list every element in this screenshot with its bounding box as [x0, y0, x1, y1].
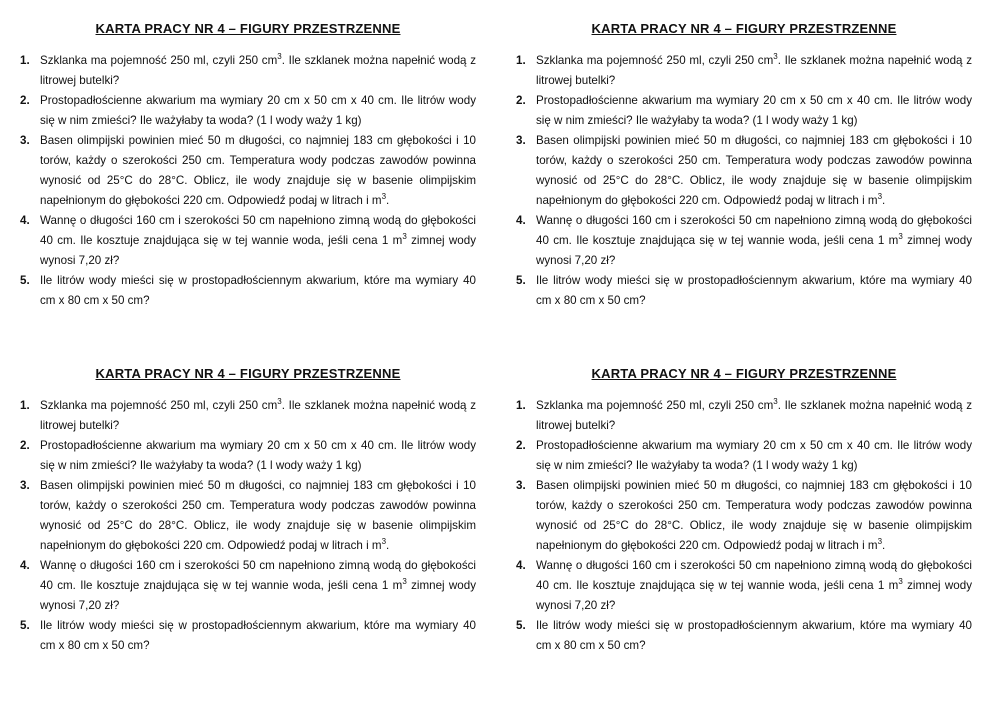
worksheet-top-left — [20, 20, 476, 311]
superscript: 3 — [277, 397, 282, 406]
task-text: Ile litrów wody mieści się w prostopadłościennym akwarium, które ma wymiary 40 cm x 80 cm x 50 cm? — [40, 274, 476, 307]
task-item — [20, 436, 476, 476]
task-item — [20, 91, 476, 131]
task-text: Ile litrów wody mieści się w prostopadłościennym akwarium, które ma wymiary 40 cm x 80 cm x 50 cm? — [536, 274, 972, 307]
task-number: 5. — [516, 619, 526, 632]
task-item — [516, 436, 972, 476]
task-number: 5. — [516, 274, 526, 287]
task-list — [516, 396, 972, 656]
task-number: 5. — [20, 274, 30, 287]
task-item — [516, 131, 972, 211]
task-number: 1. — [20, 399, 30, 412]
task-number: 3. — [516, 479, 526, 492]
task-number: 1. — [516, 54, 526, 67]
task-number: 4. — [516, 559, 526, 572]
superscript: 3 — [381, 537, 387, 546]
task-text: Szklanka ma pojemność 250 ml, czyli 250 $cm^3$. Ile szklanek można napełnić wodą z litrowej butelki? — [536, 52, 972, 87]
task-number: 3. — [516, 134, 526, 147]
task-text: Basen olimpijski powinien mieć 50 m długości, co najmniej 183 cm głębokości i 10 torów, każdy o szerokości 250 cm. Temperatura wody podczas zawodów powinna wynosić od 25°C do 28°C. Oblicz, ile wody znajduje się w basenie olimpijskim napełnionym do głębokości 220 cm. Odpowiedź podaj w litrach i $m^3$. — [536, 479, 972, 552]
task-text: Basen olimpijski powinien mieć 50 m długości, co najmniej 183 cm głębokości i 10 torów, każdy o szerokości 250 cm. Temperatura wody podczas zawodów powinna wynosić od 25°C do 28°C. Oblicz, ile wody znajduje się w basenie olimpijskim napełnionym do głębokości 220 cm. Odpowiedź podaj w litrach i $m^3$. — [40, 479, 476, 552]
task-item — [516, 556, 972, 616]
task-item — [516, 476, 972, 556]
task-item — [20, 51, 476, 91]
task-list — [20, 51, 476, 311]
task-number: 4. — [20, 559, 30, 572]
task-text: Wannę o długości 160 cm i szerokości 50 cm napełniono zimną wodą do głębokości 40 cm. Ile kosztuje znajdująca się w tej wannie woda, jeśli cena 1 $m^3$ zimnej wody wynosi 7,20 zł? — [536, 559, 972, 612]
worksheet-title: KARTA PRACY NR 4 – FIGURY PRZESTRZENNE — [591, 21, 897, 36]
task-item — [20, 211, 476, 271]
task-item — [516, 271, 972, 311]
worksheet-top-right — [516, 20, 972, 311]
superscript: 3 — [402, 232, 407, 241]
task-text: Wannę o długości 160 cm i szerokości 50 cm napełniono zimną wodą do głębokości 40 cm. Ile kosztuje znajdująca się w tej wannie woda, jeśli cena 1 $m^3$ zimnej wody wynosi 7,20 zł? — [40, 214, 476, 267]
task-item — [20, 556, 476, 616]
task-item — [516, 396, 972, 436]
task-number: 2. — [516, 439, 526, 452]
task-text: Szklanka ma pojemność 250 ml, czyli 250 $cm^3$. Ile szklanek można napełnić wodą z litrowej butelki? — [40, 52, 476, 87]
task-item — [20, 131, 476, 211]
worksheet-title: KARTA PRACY NR 4 – FIGURY PRZESTRZENNE — [95, 366, 401, 381]
worksheet-bottom-right — [516, 365, 972, 656]
task-number: 2. — [516, 94, 526, 107]
superscript: 3 — [877, 537, 883, 546]
task-text: Szklanka ma pojemność 250 ml, czyli 250 $cm^3$. Ile szklanek można napełnić wodą z litrowej butelki? — [536, 397, 972, 432]
task-text: Prostopadłościenne akwarium ma wymiary 20 cm x 50 cm x 40 cm. Ile litrów wody się w nim zmieści? Ile ważyłaby ta woda? (1 l wody waży 1 kg) — [40, 94, 476, 127]
task-number: 3. — [20, 479, 30, 492]
task-text: Ile litrów wody mieści się w prostopadłościennym akwarium, które ma wymiary 40 cm x 80 cm x 50 cm? — [40, 619, 476, 652]
task-item — [20, 476, 476, 556]
task-text: Ile litrów wody mieści się w prostopadłościennym akwarium, które ma wymiary 40 cm x 80 cm x 50 cm? — [536, 619, 972, 652]
superscript: 3 — [898, 232, 903, 241]
task-text: Wannę o długości 160 cm i szerokości 50 cm napełniono zimną wodą do głębokości 40 cm. Ile kosztuje znajdująca się w tej wannie woda, jeśli cena 1 $m^3$ zimnej wody wynosi 7,20 zł? — [40, 559, 476, 612]
task-item — [516, 211, 972, 271]
task-text: Basen olimpijski powinien mieć 50 m długości, co najmniej 183 cm głębokości i 10 torów, każdy o szerokości 250 cm. Temperatura wody podczas zawodów powinna wynosić od 25°C do 28°C. Oblicz, ile wody znajduje się w basenie olimpijskim napełnionym do głębokości 220 cm. Odpowiedź podaj w litrach i $m^3$. — [536, 134, 972, 207]
superscript: 3 — [773, 397, 778, 406]
superscript: 3 — [381, 192, 387, 201]
worksheet-bottom-left — [20, 365, 476, 656]
task-number: 4. — [20, 214, 30, 227]
task-item — [516, 51, 972, 91]
task-text: Prostopadłościenne akwarium ma wymiary 20 cm x 50 cm x 40 cm. Ile litrów wody się w nim zmieści? Ile ważyłaby ta woda? (1 l wody waży 1 kg) — [536, 94, 972, 127]
task-number: 3. — [20, 134, 30, 147]
task-list — [20, 396, 476, 656]
superscript: 3 — [877, 192, 883, 201]
task-number: 2. — [20, 94, 30, 107]
task-number: 1. — [516, 399, 526, 412]
task-text: Prostopadłościenne akwarium ma wymiary 20 cm x 50 cm x 40 cm. Ile litrów wody się w nim zmieści? Ile ważyłaby ta woda? (1 l wody waży 1 kg) — [40, 439, 476, 472]
task-item — [516, 616, 972, 656]
superscript: 3 — [402, 577, 407, 586]
task-number: 5. — [20, 619, 30, 632]
task-text: Wannę o długości 160 cm i szerokości 50 cm napełniono zimną wodą do głębokości 40 cm. Ile kosztuje znajdująca się w tej wannie woda, jeśli cena 1 $m^3$ zimnej wody wynosi 7,20 zł? — [536, 214, 972, 267]
task-text: Szklanka ma pojemność 250 ml, czyli 250 $cm^3$. Ile szklanek można napełnić wodą z litrowej butelki? — [40, 397, 476, 432]
worksheet-title: KARTA PRACY NR 4 – FIGURY PRZESTRZENNE — [591, 366, 897, 381]
task-item — [20, 271, 476, 311]
worksheet-title: KARTA PRACY NR 4 – FIGURY PRZESTRZENNE — [95, 21, 401, 36]
superscript: 3 — [773, 52, 778, 61]
task-item — [516, 91, 972, 131]
task-number: 1. — [20, 54, 30, 67]
superscript: 3 — [277, 52, 282, 61]
superscript: 3 — [898, 577, 903, 586]
task-item — [20, 396, 476, 436]
task-list — [516, 51, 972, 311]
task-item — [20, 616, 476, 656]
task-text: Prostopadłościenne akwarium ma wymiary 20 cm x 50 cm x 40 cm. Ile litrów wody się w nim zmieści? Ile ważyłaby ta woda? (1 l wody waży 1 kg) — [536, 439, 972, 472]
task-number: 4. — [516, 214, 526, 227]
task-number: 2. — [20, 439, 30, 452]
task-text: Basen olimpijski powinien mieć 50 m długości, co najmniej 183 cm głębokości i 10 torów, każdy o szerokości 250 cm. Temperatura wody podczas zawodów powinna wynosić od 25°C do 28°C. Oblicz, ile wody znajduje się w basenie olimpijskim napełnionym do głębokości 220 cm. Odpowiedź podaj w litrach i $m^3$. — [40, 134, 476, 207]
